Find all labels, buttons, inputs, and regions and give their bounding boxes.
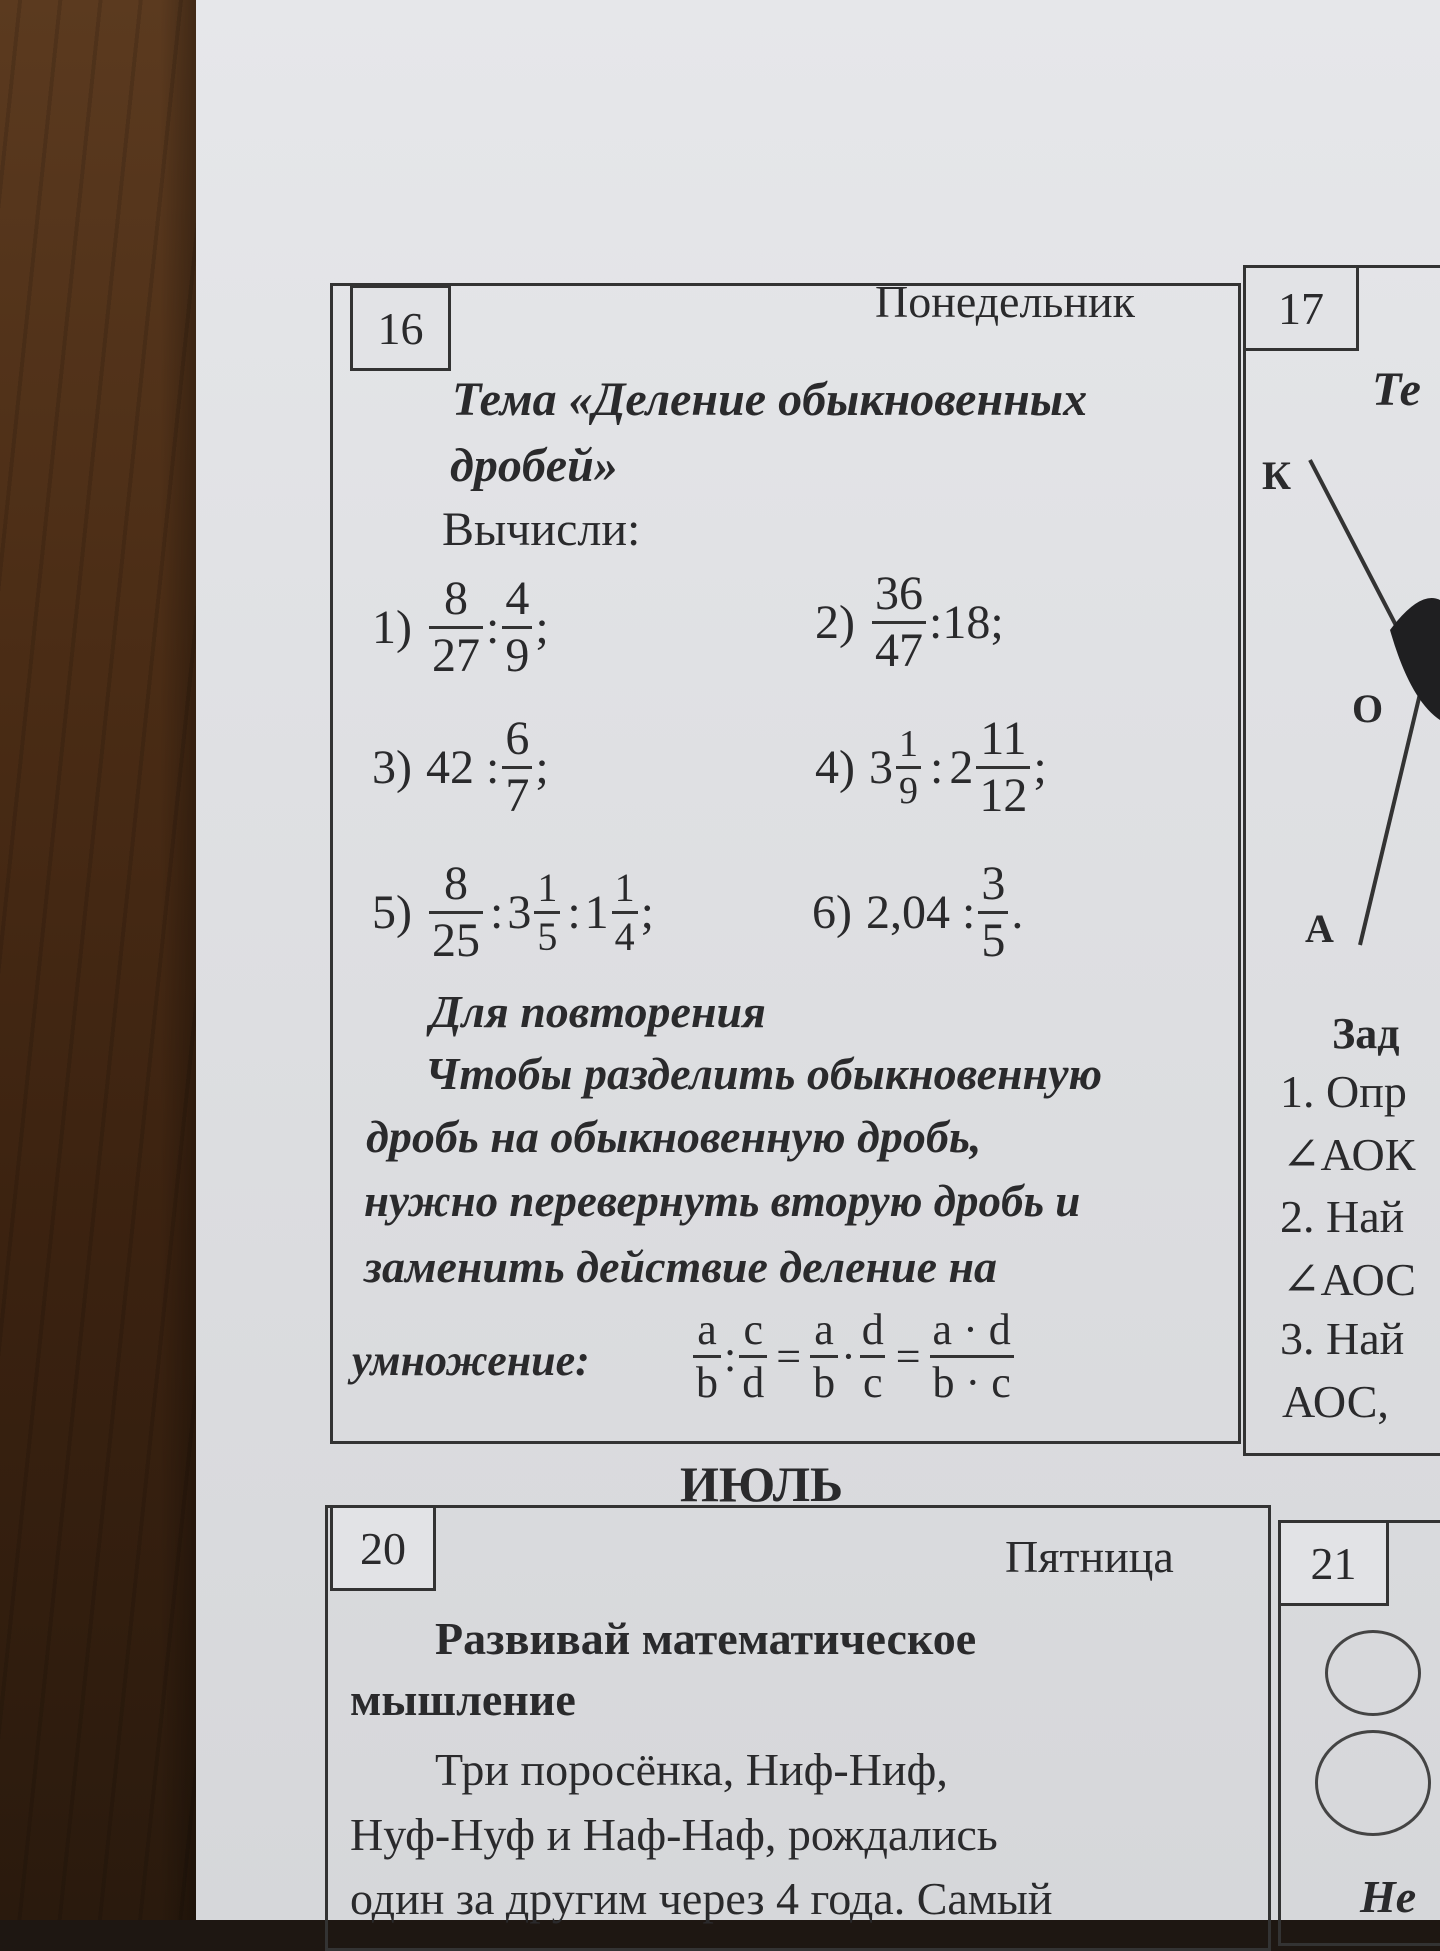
fraction: $\frac{1}{9}$ <box>896 725 921 810</box>
point-a: А <box>1305 906 1334 951</box>
problem-3: 3) 42 : $\frac{6}{7}$ ; <box>372 712 549 822</box>
pig-illustration <box>1310 1620 1430 1850</box>
title-line-2: мышление <box>350 1674 576 1725</box>
problem-number: 4) <box>815 741 855 794</box>
title-line-1: Развивай математическое <box>435 1613 977 1664</box>
review-line-1: Чтобы разделить обыкновенную <box>425 1048 1103 1099</box>
body-line-2: Нуф-Нуф и Наф-Наф, рождались <box>350 1809 998 1860</box>
fraction: $\frac{a}{b}$ <box>693 1308 721 1405</box>
division-rule-formula: $\frac{a}{b}$ : $\frac{c}{d}$ = $\frac{a}{b}$ · $\frac{d}{c}$ = $\frac{a \cdot d}{b \cdot c}$ <box>690 1308 1017 1405</box>
review-line-4: заменить действие деление на <box>364 1241 998 1292</box>
review-line-3: нужно перевернуть вторую дробь и <box>364 1176 1081 1226</box>
item-1: 1. Опр <box>1280 1066 1407 1117</box>
point-k: К <box>1262 453 1292 498</box>
item-3b: АОС, <box>1282 1376 1389 1427</box>
angle-diagram <box>1250 440 1440 960</box>
tasks-fragment-17: Зад <box>1332 1009 1400 1058</box>
topic-line-1: Тема «Деление обыкновенных <box>452 373 1088 426</box>
fraction: $\frac{4}{9}$ <box>502 575 532 680</box>
task-label: Вычисли: <box>442 503 641 556</box>
fraction: $\frac{8}{27}$ <box>429 575 483 680</box>
fraction: $\frac{8}{25}$ <box>429 860 483 965</box>
item-3: 3. Най <box>1280 1313 1405 1364</box>
problem-5: 5) $\frac{8}{25}$ : 3 $\frac{1}{5}$ : 1 $\frac{1}{4}$ ; <box>372 857 655 967</box>
fraction: $\frac{6}{7}$ <box>502 715 532 820</box>
topic-fragment-17: Те <box>1372 363 1421 416</box>
day-number-17: 17 <box>1243 265 1359 351</box>
fraction: $\frac{d}{c}$ <box>861 1305 884 1407</box>
fraction: $\frac{a \cdot d}{b \cdot c}$ <box>930 1308 1014 1405</box>
problem-1: 1) $\frac{8}{27}$ : $\frac{4}{9}$ ; <box>372 572 549 682</box>
fraction: $\frac{a}{b}$ <box>810 1308 838 1405</box>
fraction: $\frac{1}{5}$ <box>534 868 560 957</box>
problem-number: 2) <box>815 596 855 649</box>
problem-number: 3) <box>372 741 412 794</box>
review-title: Для повторения <box>430 986 766 1037</box>
body-line-1: Три поросёнка, Ниф-Ниф, <box>435 1744 948 1795</box>
item-1b: ∠АОК <box>1282 1129 1416 1180</box>
problem-6: 6) 2,04 : $\frac{3}{5}$ . <box>812 857 1024 967</box>
day-number-21: 21 <box>1278 1520 1389 1606</box>
fraction: $\frac{11}{12}$ <box>976 715 1030 820</box>
day-number-20: 20 <box>330 1505 436 1591</box>
topic-line-2: дробей» <box>450 439 618 492</box>
point-o: О <box>1352 686 1384 731</box>
formula-label: умножение: <box>352 1336 590 1385</box>
problem-number: 5) <box>372 886 412 939</box>
weekday-20: Пятница <box>1005 1531 1174 1582</box>
fraction: $\frac{3}{5}$ <box>978 860 1008 965</box>
month-label: ИЮЛЬ <box>680 1456 844 1512</box>
fragment-21: Не <box>1360 1871 1417 1922</box>
item-2: 2. Най <box>1280 1191 1405 1242</box>
fraction: $\frac{36}{47}$ <box>872 570 926 675</box>
fraction: $\frac{1}{4}$ <box>612 868 638 957</box>
problem-number: 6) <box>812 886 852 939</box>
problem-2: 2) $\frac{36}{47}$ :18; <box>815 567 1004 677</box>
problem-number: 1) <box>372 601 412 654</box>
review-line-2: дробь на обыкновенную дробь, <box>366 1111 982 1162</box>
weekday-16: Понедельник <box>875 276 1135 327</box>
body-line-3: один за другим через 4 года. Самый <box>350 1873 1053 1924</box>
problem-4: 4) 3 $\frac{1}{9}$ : 2 $\frac{11}{12}$ ; <box>815 712 1047 822</box>
item-2b: ∠АОС <box>1282 1254 1416 1305</box>
day-number-16: 16 <box>350 285 451 371</box>
fraction: $\frac{c}{d}$ <box>739 1308 767 1405</box>
